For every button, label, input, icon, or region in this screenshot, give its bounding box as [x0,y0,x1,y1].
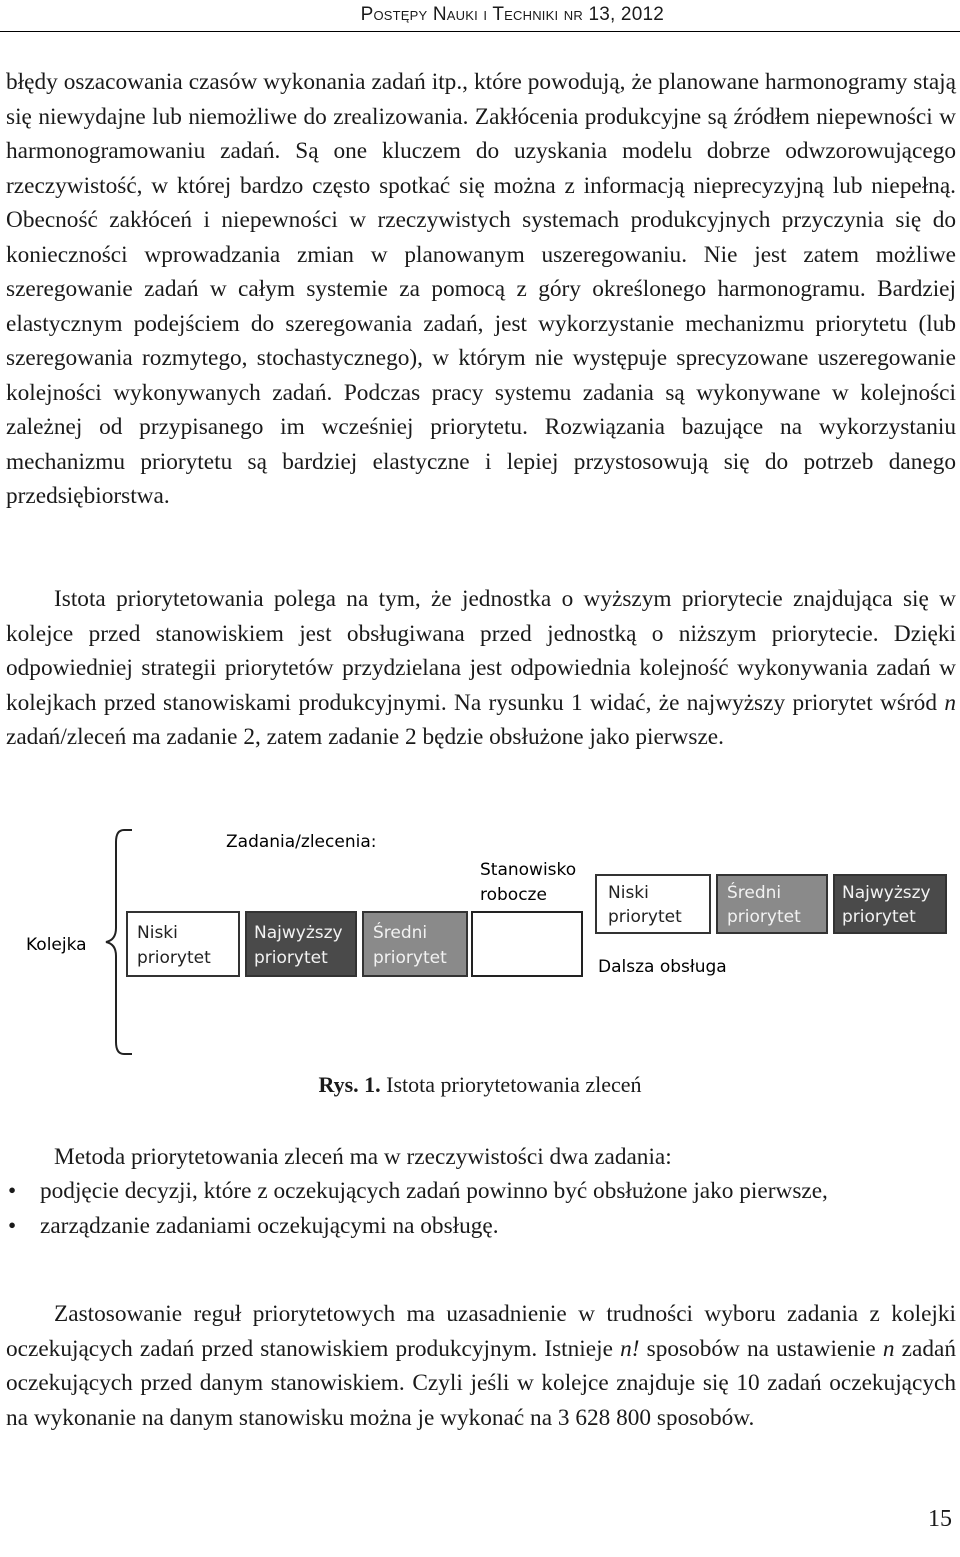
list-item [6,1174,956,1209]
svg-text:priorytet: priorytet [608,907,682,927]
queue-label: Kolejka [26,935,87,955]
svg-text:priorytet: priorytet [137,948,211,968]
journal-title: Postępy Nauki i Techniki nr 13, 2012 [360,4,664,25]
svg-text:Średni: Średni [727,883,782,903]
workstation-box [472,912,582,976]
svg-text:priorytet: priorytet [842,907,916,927]
figure-priority-queue [0,820,960,1070]
queue-box-highest [246,912,356,976]
paragraph-2-text-b: zadań/zleceń ma zadanie 2, zatem zadanie 2 będzie obsłużone jako pierwsze. [6,724,724,750]
figure-diagram [0,820,960,1070]
paragraph-4-variable-n: n [882,1335,895,1362]
svg-text:Niski: Niski [608,883,649,903]
page-number: 15 [928,1506,952,1532]
out-box-low [596,875,710,933]
station-label-line2: robocze [480,885,547,905]
paragraph-1: błędy oszacowania czasów wykonania zadań itp., które powodują, że planowane harmonogramy stają się niewydajne lub niemożliwe do zrealizowania. Zakłócenia produkcyjne są źródłem niepewności w harmonogramowaniu zadań. Są one kluczem do uzyskania modelu dobrze odwzorowującego rzeczywistość, w której bardzo często spotkać się można z informacją nieprecyzyjną lub niepełną. Obecność zakłóceń i niepewności w rzeczywistych systemach produkcyjnych przyczynia się do konieczności wprowadzania zmian w planowanym uszeregowaniu. Nie jest zatem możliwe szeregowanie zadań w całym systemie za pomocą z góry określonego harmonogramu. Bardziej elastycznym podejściem do szeregowania zadań, jest wykorzystanie mechanizmu priorytetu (lub szeregowania rozmytego, stochastycznego), w którym nie występuje sprecyzowane uszeregowanie kolejności wykonywanych zadań. Podczas pracy systemu zadania są wykonywane w kolejności zależnej od przypisanego im wcześniej priorytetu. Rozwiązania bazujące na wykorzystaniu mechanizmu priorytetu są bardziej elastyczne i lepiej przystosowują się do potrzeb danego przedsiębiorstwa. [6,69,956,509]
bullet-icon: • [8,1178,17,1204]
paragraph-4-text-b: sposobów na ustawienie [639,1335,883,1362]
paragraph-2-text-a: Istota priorytetowania polega na tym, że jednostka o wyższym priorytecie znajdująca się w kolejce przed stanowiskiem jest obsługiwana przed jednostką o niższym priorytecie. Dzięki odpowiedniej strategii priorytetów przydzielana jest odpowiednia kolejność wykonywania zadań w kolejkach przed stanowiskami produkcyjnymi. Na rysunku 1 widać, że najwyższy priorytet wśród [6,586,956,716]
tasks-label: Zadania/zlecenia: [226,832,377,852]
svg-text:Najwyższy: Najwyższy [254,923,343,943]
svg-text:Najwyższy: Najwyższy [842,883,931,903]
bullet-list [6,1174,956,1243]
next-processing-label: Dalsza obsługa [598,957,727,977]
svg-text:priorytet: priorytet [254,948,328,968]
page-header [0,0,960,40]
paragraph-4-factorial: n! [620,1335,640,1362]
paragraph-4-text-c: zadań oczekujących przed danym stanowiskiem. Czyli jeśli w kolejce znajduje się 10 zadań oczekujących na wykonanie na danym stanowisku można je wykonać na 3 628 800 sposobów. [6,1335,956,1431]
paragraph-2 [6,582,956,755]
svg-text:Niski: Niski [137,923,178,943]
out-box-medium [717,875,827,933]
caption-label: Rys. 1. [318,1072,381,1097]
queue-box-low [127,912,239,976]
list-item [6,1209,956,1244]
paragraph-4 [6,1297,956,1435]
list-item-text: zarządzanie zadaniami oczekującymi na obsługę. [40,1212,499,1239]
out-box-highest [834,875,946,933]
paragraph-3: Metoda priorytetowania zleceń ma w rzeczywistości dwa zadania: [54,1144,672,1170]
figure-caption [0,1072,960,1098]
caption-text: Istota priorytetowania zleceń [380,1072,642,1097]
queue-box-medium [363,912,467,976]
list-item-text: podjęcie decyzji, które z oczekujących zadań powinno być obsłużone jako pierwsze, [40,1178,828,1204]
svg-text:priorytet: priorytet [373,948,447,968]
svg-text:Średni: Średni [373,923,428,943]
header-rule [0,31,960,32]
paragraph-2-variable-n: n [944,689,956,716]
paragraph-4-text-a: Zastosowanie reguł priorytetowych ma uzasadnienie w trudności wyboru zadania z kolejki oczekujących zadań przed stanowiskiem produkcyjnym. Istnieje [6,1301,956,1362]
svg-text:priorytet: priorytet [727,907,801,927]
bullet-icon: • [8,1212,17,1239]
station-label-line1: Stanowisko [480,860,577,880]
